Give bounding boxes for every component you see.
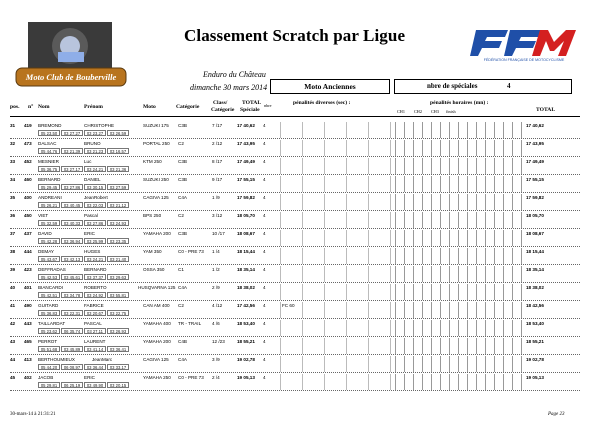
row-total-speciale: 18 55,21 [237, 339, 255, 344]
row-categorie: C3B [178, 177, 187, 182]
row-num: 490 [24, 303, 32, 308]
row-total: 18 38,02 [526, 285, 544, 290]
row-class-cat: 2 /9 [212, 285, 220, 290]
row-total: 18 55,21 [526, 339, 544, 344]
row-moto: CAGIVA 125 [143, 357, 169, 362]
row-moto: YAMAHA 200 [143, 339, 171, 344]
row-num: 444 [24, 249, 32, 254]
table-row [0, 139, 595, 157]
lap-time: 03 22,75 [107, 310, 129, 316]
col-total-1: TOTAL [242, 100, 262, 106]
time-penalty-grid [395, 320, 521, 336]
lap-time: 03 20,67 [84, 310, 106, 316]
row-total: 18 35,14 [526, 267, 544, 272]
row-moto: YAM 350 [143, 249, 162, 254]
lap-time: 03 24,93 [107, 220, 129, 226]
row-total: 17 49,49 [526, 159, 544, 164]
row-num: 437 [24, 231, 32, 236]
col-ch2: CH2 [414, 109, 422, 114]
specials-count: 4 [507, 82, 511, 90]
row-total-speciale: 18 15,44 [237, 249, 255, 254]
row-nom: PERROT [38, 339, 58, 344]
lap-time: 03 45,61 [61, 274, 83, 280]
time-penalty-grid [395, 140, 521, 156]
row-moto: SUZUKI 175 [143, 123, 169, 128]
penalty-grid [280, 122, 390, 138]
row-class-cat: 1 /2 [212, 267, 220, 272]
time-penalty-grid [395, 248, 521, 264]
time-penalty-grid [395, 266, 521, 282]
row-nom: BIANCARDI [38, 285, 64, 290]
row-categorie: C3B [178, 159, 187, 164]
lap-time: 03 23,27 [84, 130, 106, 136]
table-row [0, 175, 595, 193]
row-class-cat: 7 /17 [212, 123, 223, 128]
table-row [0, 265, 595, 283]
row-categorie: TR - TRAIL [178, 321, 202, 326]
row-penalites: FC 60 [282, 303, 295, 308]
row-pos: 45 [10, 375, 16, 380]
row-num: 423 [24, 267, 32, 272]
row-moto: YAMAHA 400 [143, 321, 171, 326]
col-categorie: Catégorie [176, 104, 200, 110]
row-categorie: C2 [178, 303, 184, 308]
row-total: 19 05,13 [526, 375, 544, 380]
penalty-grid [280, 338, 390, 354]
row-categorie: C2 [178, 141, 184, 146]
row-total-speciale: 17 42,56 [237, 303, 255, 308]
row-moto: OSSA 350 [143, 267, 165, 272]
row-nbre: 4 [263, 375, 266, 380]
row-total: 19 02,78 [526, 357, 544, 362]
row-prenom: CHRISTOPHE [84, 123, 115, 128]
row-moto: YAMAHA 250 [143, 375, 171, 380]
col-total-2: Spéciale [240, 107, 260, 113]
row-prenom: BRUNO [84, 141, 101, 146]
row-nbre: 4 [263, 123, 266, 128]
row-categorie: C3B [178, 123, 187, 128]
lap-time: 03 36,94 [61, 238, 83, 244]
lap-time: 03 29,63 [107, 274, 129, 280]
row-total: 17 40,62 [526, 123, 544, 128]
lap-time: 03 33,17 [107, 364, 129, 370]
league-box [270, 79, 390, 94]
lap-time: 03 22,31 [61, 310, 83, 316]
row-total: 18 15,44 [526, 249, 544, 254]
league-name: Moto Anciennes [304, 82, 356, 91]
lap-time: 03 21,12 [107, 202, 129, 208]
row-pos: 36 [10, 213, 16, 218]
penalty-grid [280, 266, 390, 282]
row-moto: KTM 250 [143, 159, 162, 164]
lap-time: 03 23,35 [107, 238, 129, 244]
col-penalites-diverses: pénalités diverses (sec) : [293, 100, 351, 106]
row-moto: SUZUKI 250 [143, 177, 169, 182]
col-nom: Nom [38, 104, 50, 110]
row-class-cat: 2 /4 [212, 375, 220, 380]
penalty-grid [280, 230, 390, 246]
lap-time: 03 21,23 [84, 148, 106, 154]
row-prenom: ERIC [84, 231, 95, 236]
row-nbre: 4 [263, 321, 266, 326]
time-penalty-grid [395, 302, 521, 318]
lap-time: 03 26,59 [107, 130, 129, 136]
lap-time: 03 25,99 [84, 238, 106, 244]
lap-time: 03 24,21 [84, 256, 106, 262]
row-moto: PORTAL 250 [143, 141, 170, 146]
table-row [0, 355, 595, 373]
time-penalty-grid [395, 194, 521, 210]
lap-time: 03 27,11 [84, 328, 106, 334]
row-num: 413 [24, 357, 32, 362]
row-moto: CAN AM 400 [143, 303, 170, 308]
lap-time: 06 25,19 [61, 382, 83, 388]
row-total: 18 42,56 [526, 303, 544, 308]
row-prenom: JeanRobert [84, 195, 108, 200]
row-nom: BREMOND [38, 123, 62, 128]
row-total-speciale: 18 53,40 [237, 321, 255, 326]
col-nbre: nbre [264, 103, 272, 108]
row-prenom: ERIC [84, 375, 95, 380]
row-prenom: DANIEL [84, 177, 101, 182]
row-moto: YAMAHA 200 [143, 231, 171, 236]
row-categorie: C0 - PRE 73 [178, 375, 204, 380]
col-num: n° [28, 104, 34, 110]
row-num: 419 [24, 123, 32, 128]
row-total-speciale: 17 49,49 [237, 159, 255, 164]
club-logo-text: Moto Club de Bouberville [25, 72, 117, 82]
row-num: 452 [24, 159, 32, 164]
row-class-cat: 3 /12 [212, 213, 223, 218]
lap-time: 03 36,41 [107, 346, 129, 352]
lap-time: 03 27,86 [84, 220, 106, 226]
penalty-grid [280, 158, 390, 174]
row-class-cat: 10 /17 [212, 231, 225, 236]
table-row [0, 319, 595, 337]
row-prenom: HUGES [84, 249, 101, 254]
row-nbre: 4 [263, 303, 266, 308]
lap-time: 03 16,57 [107, 148, 129, 154]
header-rule [10, 116, 580, 117]
penalty-grid [280, 248, 390, 264]
col-total-final: TOTAL [536, 107, 556, 113]
row-total-speciale: 17 55,15 [237, 177, 255, 182]
row-categorie: C4A [178, 195, 187, 200]
row-nbre: 4 [263, 339, 266, 344]
row-pos: 38 [10, 249, 16, 254]
event-date: dimanche 30 mars 2014 [190, 83, 268, 92]
row-pos: 35 [10, 195, 16, 200]
col-ch1: CH1 [397, 109, 405, 114]
ffm-logo-subtitle: FÉDÉRATION FRANÇAISE DE MOTOCYCLISME [483, 58, 565, 62]
penalty-grid [280, 374, 390, 390]
specials-box [394, 79, 572, 94]
lap-time: 03 20,15 [107, 382, 129, 388]
row-pos: 31 [10, 123, 16, 128]
col-class-1: Class/ [213, 100, 228, 106]
lap-time: 03 34,78 [61, 292, 83, 298]
row-nbre: 4 [263, 141, 266, 146]
row-total: 18 08,67 [526, 231, 544, 236]
lap-time: 05 43,67 [38, 256, 60, 262]
lap-time: 03 40,33 [61, 220, 83, 226]
time-penalty-grid [395, 284, 521, 300]
lap-time: 05 44,20 [38, 364, 60, 370]
row-class-cat: 12 /23 [212, 339, 225, 344]
row-total-speciale: 19 02,78 [237, 357, 255, 362]
row-prenom: Luc [84, 159, 92, 164]
row-total-speciale: 17 40,62 [237, 123, 255, 128]
time-penalty-grid [395, 356, 521, 372]
row-pos: 32 [10, 141, 16, 146]
row-nom: DAVID [38, 231, 52, 236]
lap-time: 05 29,45 [38, 184, 60, 190]
row-nom: TAILLARDAT [38, 321, 66, 326]
table-row [0, 229, 595, 247]
row-nbre: 4 [263, 357, 266, 362]
row-nom: DEMAY [38, 249, 54, 254]
lap-time: 05 42,28 [38, 238, 60, 244]
row-categorie: C1 [178, 267, 184, 272]
lap-time: 05 42,53 [38, 274, 60, 280]
col-ch3: CH3 [431, 109, 439, 114]
row-total: 17 43,95 [526, 141, 544, 146]
penalty-grid [280, 140, 390, 156]
row-total: 17 59,82 [526, 195, 544, 200]
lap-time: 05 44,76 [38, 148, 60, 154]
table-row [0, 373, 595, 391]
row-num: 473 [24, 141, 32, 146]
lap-time: 06 35,74 [61, 328, 83, 334]
lap-time: 05 36,83 [38, 310, 60, 316]
col-class-2: Catégorie [211, 107, 235, 113]
table-row [0, 157, 595, 175]
row-separator [10, 390, 580, 391]
row-categorie: C4B [178, 339, 187, 344]
row-nom: VIET [38, 213, 49, 218]
lap-time: 05 42,51 [38, 292, 60, 298]
row-total-speciale: 18 08,67 [237, 231, 255, 236]
row-class-cat: 9 /17 [212, 177, 223, 182]
row-total-speciale: 19 05,13 [237, 375, 255, 380]
row-nom: DALSAC [38, 141, 57, 146]
page-title: Classement Scratch par Ligue [184, 26, 406, 45]
row-num: 401 [24, 285, 32, 290]
lap-time: 03 36,44 [84, 364, 106, 370]
col-prenom: Prénom [84, 104, 103, 110]
row-nbre: 4 [263, 267, 266, 272]
table-row [0, 283, 595, 301]
table-row [0, 301, 595, 319]
penalty-grid [280, 302, 390, 318]
row-class-cat: 3 /9 [212, 357, 220, 362]
row-num: 400 [24, 195, 32, 200]
row-pos: 42 [10, 321, 16, 326]
row-categorie: C4A [178, 285, 187, 290]
row-categorie: C4A [178, 357, 187, 362]
lap-time: 05 26,21 [38, 202, 60, 208]
row-nbre: 4 [263, 249, 266, 254]
row-total: 17 55,15 [526, 177, 544, 182]
lap-time: 03 22,03 [84, 202, 106, 208]
lap-time: 05 32,59 [38, 220, 60, 226]
row-pos: 34 [10, 177, 16, 182]
penalty-grid [280, 320, 390, 336]
row-nbre: 4 [263, 195, 266, 200]
row-pos: 37 [10, 231, 16, 236]
lap-time: 03 21,39 [61, 148, 83, 154]
lap-time: 03 21,36 [107, 166, 129, 172]
lap-time: 03 45,89 [61, 346, 83, 352]
row-total-speciale: 18 05,70 [237, 213, 255, 218]
lap-time: 05 29,81 [38, 382, 60, 388]
row-num: 443 [24, 321, 32, 326]
row-class-cat: 4 /6 [212, 321, 220, 326]
row-class-cat: 2 /12 [212, 141, 223, 146]
lap-time: 03 37,37 [84, 274, 106, 280]
row-nbre: 4 [263, 159, 266, 164]
lap-time: 03 40,45 [61, 202, 83, 208]
row-nbre: 4 [263, 285, 266, 290]
col-finish: finish [446, 109, 456, 114]
ffm-logo [470, 26, 578, 62]
event-name: Enduro du Château [203, 70, 266, 79]
row-num: 465 [24, 339, 32, 344]
row-total-speciale: 18 38,02 [237, 285, 255, 290]
table-row [0, 337, 595, 355]
row-categorie: C3B [178, 231, 187, 236]
row-prenom: JeanMarc [92, 357, 113, 362]
print-timestamp: 30-mars-14 à 21:31:21 [10, 412, 56, 417]
table-row [0, 121, 595, 139]
lap-time: 03 26,93 [107, 328, 129, 334]
row-categorie: C0 - PRE 73 [178, 249, 204, 254]
row-class-cat: 4 /12 [212, 303, 223, 308]
col-penalites-horaires: pénalités horaires (mn) : [430, 100, 489, 106]
lap-time: 03 41,14 [84, 346, 106, 352]
row-nbre: 4 [263, 231, 266, 236]
time-penalty-grid [395, 212, 521, 228]
row-num: 450 [24, 213, 32, 218]
table-row [0, 193, 595, 211]
row-pos: 44 [10, 357, 16, 362]
row-class-cat: 8 /17 [212, 159, 223, 164]
lap-time: 03 30,15 [84, 184, 106, 190]
row-prenom: BERNARD [84, 267, 107, 272]
row-total-speciale: 17 59,82 [237, 195, 255, 200]
time-penalty-grid [395, 158, 521, 174]
time-penalty-grid [395, 176, 521, 192]
row-prenom: FABRICE [84, 303, 104, 308]
table-row [0, 247, 595, 265]
penalty-grid [280, 176, 390, 192]
row-prenom: PASCAL [84, 321, 102, 326]
row-nom: MESNIER [38, 159, 59, 164]
col-moto: Moto [143, 104, 156, 110]
lap-time: 06 08,97 [61, 364, 83, 370]
lap-time: 03 27,17 [61, 166, 83, 172]
lap-time: 03 24,21 [84, 166, 106, 172]
lap-time: 05 36,75 [38, 166, 60, 172]
penalty-grid [280, 194, 390, 210]
lap-time: 05 23,50 [38, 130, 60, 136]
row-nom: BERTHOUMIEUX [38, 357, 75, 362]
row-total: 18 53,40 [526, 321, 544, 326]
lap-time: 03 55,81 [107, 292, 129, 298]
row-pos: 39 [10, 267, 16, 272]
lap-time: 03 21,40 [107, 256, 129, 262]
row-pos: 43 [10, 339, 16, 344]
lap-time: 05 51,68 [38, 346, 60, 352]
row-num: 460 [24, 177, 32, 182]
row-nbre: 4 [263, 177, 266, 182]
lap-time: 03 27,59 [107, 184, 129, 190]
penalty-grid [280, 284, 390, 300]
page-number: Page 23 [548, 412, 565, 417]
row-prenom: ROBERTO [84, 285, 107, 290]
row-class-cat: 1 /4 [212, 249, 220, 254]
row-nom: DEFFRADAS [38, 267, 66, 272]
club-logo [14, 22, 128, 94]
row-prenom: LAURENT [84, 339, 106, 344]
row-pos: 40 [10, 285, 16, 290]
row-moto: BPS 250 [143, 213, 162, 218]
lap-time: 05 23,62 [38, 328, 60, 334]
specials-label: nbre de spéciales [427, 82, 478, 90]
lap-time: 03 27,27 [61, 130, 83, 136]
row-nom: JACOB [38, 375, 54, 380]
row-pos: 33 [10, 159, 16, 164]
time-penalty-grid [395, 338, 521, 354]
row-nom: ANDREANI [38, 195, 62, 200]
row-class-cat: 1 /9 [212, 195, 220, 200]
row-nbre: 4 [263, 213, 266, 218]
table-row [0, 211, 595, 229]
row-pos: 41 [10, 303, 16, 308]
row-num: 402 [24, 375, 32, 380]
row-nom: BERNARD [38, 177, 61, 182]
lap-time: 03 42,13 [61, 256, 83, 262]
lap-time: 03 27,86 [61, 184, 83, 190]
time-penalty-grid [395, 122, 521, 138]
penalty-grid [280, 356, 390, 372]
time-penalty-grid [395, 230, 521, 246]
lap-time: 03 24,92 [84, 292, 106, 298]
time-penalty-grid [395, 374, 521, 390]
row-nom: GUITARD [38, 303, 59, 308]
row-moto: CAGIVA 125 [143, 195, 169, 200]
col-pos: pos. [10, 104, 20, 110]
row-prenom: Pascal [84, 213, 98, 218]
row-categorie: C2 [178, 213, 184, 218]
row-moto: HUSQVARNA 125 [138, 285, 176, 290]
row-total-speciale: 18 35,14 [237, 267, 255, 272]
row-total-speciale: 17 43,95 [237, 141, 255, 146]
lap-time: 03 49,90 [84, 382, 106, 388]
penalty-grid [280, 212, 390, 228]
row-total: 18 05,70 [526, 213, 544, 218]
